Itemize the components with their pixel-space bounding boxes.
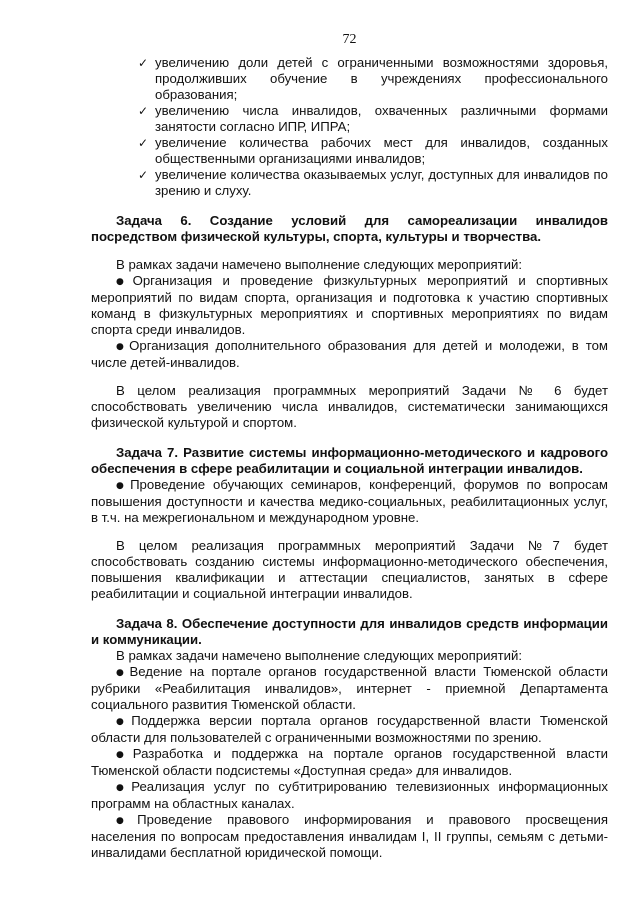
task6-bullet: ● Организация и проведение физкультурных мероприятий и спортивных мероприятий по видам спорта, организация и подготовка к участию спортивных команд в физкультурных мероприятиях и спортивных мероприятиях по видам спорта среди инвалидов. bbox=[91, 273, 608, 337]
task7-heading: Задача 7. Развитие системы информационно-методического и кадрового обеспечения в сфере реабилитации и социальной интеграции инвалидов. bbox=[91, 445, 608, 476]
bullet-icon: ● bbox=[116, 717, 130, 727]
bullet-icon: ● bbox=[116, 816, 136, 826]
checklist-item: ✓ увеличение количества оказываемых услуг, доступных для инвалидов по зрению и слуху. bbox=[138, 167, 608, 198]
bullet-icon: ● bbox=[116, 750, 131, 760]
checkmark-icon: ✓ bbox=[138, 168, 149, 182]
bullet-icon: ● bbox=[116, 783, 130, 793]
bullet-icon: ● bbox=[116, 277, 131, 287]
expected-results-checklist bbox=[91, 55, 608, 199]
task8-bullet: ● Реализация услуг по субтитрированию телевизионных информационных программ на областных каналах. bbox=[91, 779, 608, 811]
task6-intro: В рамках задачи намечено выполнение следующих мероприятий: bbox=[116, 257, 523, 272]
task7-summary: В целом реализация программных мероприятий Задачи №7 будет способствовать созданию системы информационно-методического обеспечения, повышения квалификации и аттестации специалистов, занятых в сфере реабилитации и социальной интеграции инвалидов. bbox=[91, 538, 608, 601]
checkmark-icon: ✓ bbox=[138, 56, 149, 70]
task6-heading: Задача 6. Создание условий для самореализации инвалидов посредством физической культуры, спорта, культуры и творчества. bbox=[91, 213, 608, 244]
page-number: 72 bbox=[342, 32, 357, 47]
task6-bullet: ● Организация дополнительного образования для детей и молодежи, в том числе детей-инвалидов. bbox=[91, 338, 609, 370]
task7-bullet: ● Проведение обучающих семинаров, конференций, форумов по вопросам повышения доступности и качества медико-социальных, реабилитационных услуг, в т.ч. на межрегиональном и международном уровне. bbox=[91, 477, 608, 525]
task8-bullet: ● Поддержка версии портала органов государственной власти Тюменской области для пользователей с ограниченными возможностями по зрению. bbox=[91, 713, 608, 745]
task6-summary: В целом реализация программных мероприятий Задачи № 6 будет способствовать увеличению числа инвалидов, систематически занимающихся физической культурой и спортом. bbox=[91, 383, 608, 430]
task8-bullet: ● Разработка и поддержка на портале органов государственной власти Тюменской области подсистемы «Доступная среда» для инвалидов. bbox=[91, 746, 608, 778]
task8-bullet: ● Проведение правового информирования и правового просвещения населения по вопросам предоставления инвалидам I, II группы, семьям с детьми-инвалидами бесплатной юридической помощи. bbox=[91, 812, 608, 860]
checkmark-icon: ✓ bbox=[138, 104, 149, 118]
checklist-item: ✓ увеличению доли детей с ограниченными возможностями здоровья, продолживших обучение в учреждениях профессионального образования; bbox=[138, 55, 608, 102]
task8-heading: Задача 8. Обеспечение доступности для инвалидов средств информации и коммуникации. bbox=[91, 616, 608, 647]
checklist-item: ✓ увеличению числа инвалидов, охваченных различными формами занятости согласно ИПР, ИПРА; bbox=[138, 103, 608, 134]
checkmark-icon: ✓ bbox=[138, 136, 149, 150]
task8-bullet: ● Ведение на портале органов государственной власти Тюменской области рубрики «Реабилитация инвалидов», интернет - приемной Департамента социального развития Тюменской области. bbox=[91, 664, 608, 712]
task8-intro: В рамках задачи намечено выполнение следующих мероприятий: bbox=[116, 648, 523, 663]
bullet-icon: ● bbox=[116, 481, 129, 491]
bullet-icon: ● bbox=[116, 668, 128, 678]
bullet-icon: ● bbox=[116, 342, 128, 352]
checklist-item: ✓ увеличение количества рабочих мест для инвалидов, созданных общественными организациями инвалидов; bbox=[138, 135, 608, 166]
